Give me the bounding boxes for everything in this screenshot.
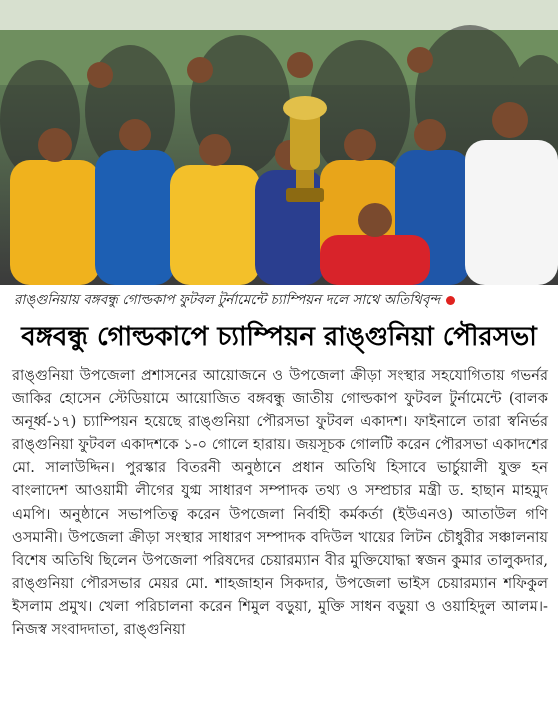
bullet-dot-icon <box>446 296 455 305</box>
photo-illustration <box>0 0 558 285</box>
photo-caption <box>14 289 544 311</box>
article-paragraph: রাঙ্গুনিয়া উপজেলা প্রশাসনের আয়োজনে ও উপজেলা ক্রীড়া সংস্থার সহযোগিতায় গভর্নর জাকির হোসেন স্টেডিয়ামে আয়োজিত বঙ্গবন্ধু জাতীয় গোল্ডকাপ ফুটবল টুর্নামেন্টে (বালক অনূর্ধ্ব-১৭) চ্যাম্পিয়ন হয়েছে রাঙ্গুনিয়া পৌরসভা ফুটবল একাদশ। ফাইনালে তারা স্বনির্ভর রাঙ্গুনিয়া ফুটবল একাদশকে ১-০ গোলে হারায়। জয়সূচক গোলটি করেন পৌরসভা একাদশের মো. সালাউদ্দিন। পুরস্কার বিতরনী অনুষ্ঠানে প্রধান অতিথি হিসাবে ভার্চুয়ালী যুক্ত হন বাংলাদেশ আওয়ামী লীগের যুগ্ম সাধারণ সম্পাদক তথ্য ও সম্প্রচার মন্ত্রী ড. হাছান মাহমুদ এমপি। অনুষ্ঠানে সভাপতিত্ব করেন উপজেলা নির্বাহী কর্মকর্তা (ইউএনও) আতাউল গণি ওসমানী। উপজেলা ক্রীড়া সংস্থার সাধারণ সম্পাদক বদিউল খায়ের লিটন চৌধুরীর সঞ্চালনায় বিশেষ অতিথি ছিলেন উপজেলা পরিষদের চেয়ারম্যান বীর মুক্তিযোদ্ধা স্বজন কুমার তালুকদার, রাঙ্গুনিয়া পৌরসভার মেয়র মো. শাহজাহান সিকদার, উপজেলা ভাইস চেয়ারম্যান শফিকুল ইসলাম প্রমুখ। খেলা পরিচালনা করেন শিমুল বড়ুয়া, মুক্তি সাধন বড়ুয়া ও ওয়াহিদুল আলম।-নিজস্ব সংবাদদাতা, রাঙ্গুনিয়া <box>12 367 548 639</box>
article-body <box>12 364 548 724</box>
news-photo <box>0 0 558 285</box>
headline: বঙ্গবন্ধু গোল্ডকাপে চ্যাম্পিয়ন রাঙ্গুনিয়া পৌরসভা <box>21 322 537 352</box>
caption-text: রাঙ্গুনিয়ায় বঙ্গবন্ধু গোল্ডকাপ ফুটবল টুর্নামেন্টে চ্যাম্পিয়ন দলে সাথে অতিথিবৃন্দ <box>14 292 441 308</box>
